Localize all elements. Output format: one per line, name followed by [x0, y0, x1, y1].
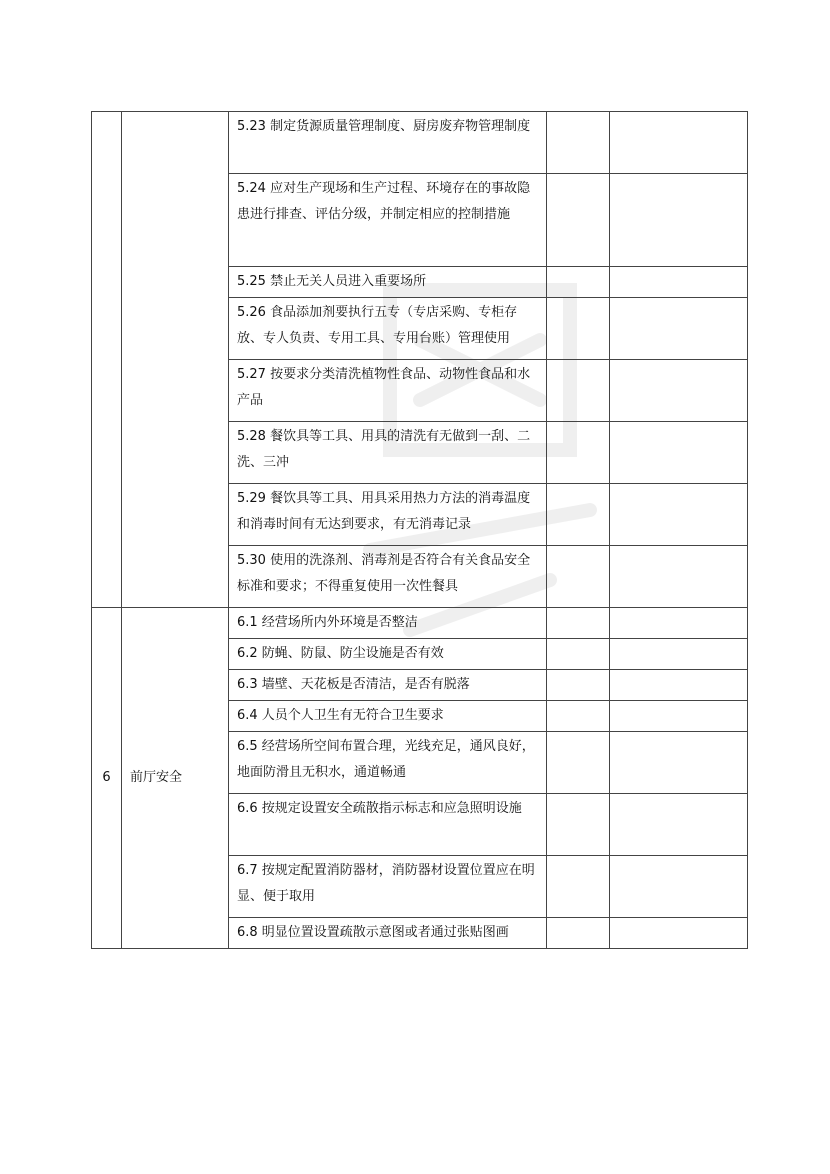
- remarks-cell[interactable]: [610, 267, 748, 298]
- inspection-table: [91, 111, 748, 949]
- result-cell[interactable]: [547, 484, 610, 546]
- check-item: 5.26 食品添加剂要执行五专（专店采购、专柜存放、专人负责、专用工具、专用台账）管理使用: [229, 298, 547, 360]
- check-item: 5.24 应对生产现场和生产过程、环境存在的事故隐患进行排查、评估分级，并制定相应的控制措施: [229, 174, 547, 267]
- check-item: 6.1 经营场所内外环境是否整洁: [229, 608, 547, 639]
- table-row: [92, 608, 748, 639]
- check-item: 6.3 墙壁、天花板是否清洁，是否有脱落: [229, 670, 547, 701]
- result-cell[interactable]: [547, 918, 610, 949]
- check-item: 6.5 经营场所空间布置合理，光线充足，通风良好，地面防滑且无积水，通道畅通: [229, 732, 547, 794]
- check-item: 5.25 禁止无关人员进入重要场所: [229, 267, 547, 298]
- remarks-cell[interactable]: [610, 112, 748, 174]
- remarks-cell[interactable]: [610, 670, 748, 701]
- section-number-cell: 6: [92, 608, 122, 949]
- result-cell[interactable]: [547, 422, 610, 484]
- remarks-cell[interactable]: [610, 918, 748, 949]
- result-cell[interactable]: [547, 639, 610, 670]
- check-item: 5.23 制定货源质量管理制度、厨房废弃物管理制度: [229, 112, 547, 174]
- remarks-cell[interactable]: [610, 639, 748, 670]
- section-number-cell: [92, 112, 122, 608]
- result-cell[interactable]: [547, 732, 610, 794]
- result-cell[interactable]: [547, 174, 610, 267]
- result-cell[interactable]: [547, 794, 610, 856]
- remarks-cell[interactable]: [610, 546, 748, 608]
- result-cell[interactable]: [547, 546, 610, 608]
- result-cell[interactable]: [547, 856, 610, 918]
- remarks-cell[interactable]: [610, 794, 748, 856]
- check-item: 5.30 使用的洗涤剂、消毒剂是否符合有关食品安全标准和要求；不得重复使用一次性餐具: [229, 546, 547, 608]
- result-cell[interactable]: [547, 298, 610, 360]
- check-item: 5.29 餐饮具等工具、用具采用热力方法的消毒温度和消毒时间有无达到要求，有无消毒记录: [229, 484, 547, 546]
- check-item: 6.4 人员个人卫生有无符合卫生要求: [229, 701, 547, 732]
- check-item: 5.27 按要求分类清洗植物性食品、动物性食品和水产品: [229, 360, 547, 422]
- check-item: 6.8 明显位置设置疏散示意图或者通过张贴图画: [229, 918, 547, 949]
- remarks-cell[interactable]: [610, 422, 748, 484]
- check-item: 6.2 防蝇、防鼠、防尘设施是否有效: [229, 639, 547, 670]
- result-cell[interactable]: [547, 701, 610, 732]
- table-row: [92, 112, 748, 174]
- remarks-cell[interactable]: [610, 298, 748, 360]
- remarks-cell[interactable]: [610, 701, 748, 732]
- remarks-cell[interactable]: [610, 360, 748, 422]
- result-cell[interactable]: [547, 608, 610, 639]
- check-item: 6.6 按规定设置安全疏散指示标志和应急照明设施: [229, 794, 547, 856]
- result-cell[interactable]: [547, 670, 610, 701]
- result-cell[interactable]: [547, 360, 610, 422]
- result-cell[interactable]: [547, 112, 610, 174]
- remarks-cell[interactable]: [610, 856, 748, 918]
- section-category-cell: 前厅安全: [122, 608, 229, 949]
- remarks-cell[interactable]: [610, 174, 748, 267]
- remarks-cell[interactable]: [610, 608, 748, 639]
- remarks-cell[interactable]: [610, 732, 748, 794]
- result-cell[interactable]: [547, 267, 610, 298]
- remarks-cell[interactable]: [610, 484, 748, 546]
- check-item: 5.28 餐饮具等工具、用具的清洗有无做到一刮、二洗、三冲: [229, 422, 547, 484]
- section-category-cell: [122, 112, 229, 608]
- check-item: 6.7 按规定配置消防器材，消防器材设置位置应在明显、便于取用: [229, 856, 547, 918]
